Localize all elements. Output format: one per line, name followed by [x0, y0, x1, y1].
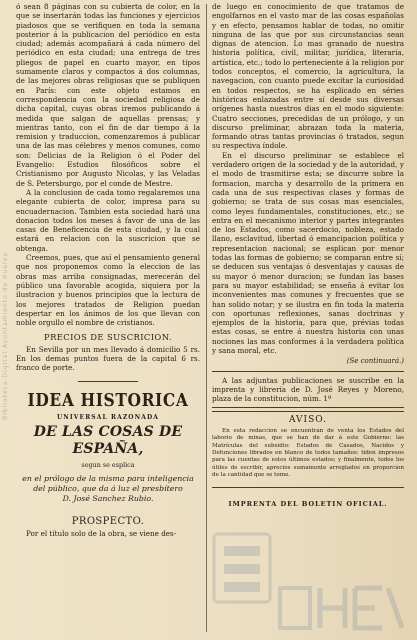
- right-paragraph-2: En el discurso preliminar se establece el verdadero origen de la sociedad y de la autoridad, y el modo de trasmitirse esta; se discurre sobre la formacion, marcha y desarrollo de la primera en cada una de sus respectivas clases y formas de gobierno; se trata de sus cosas mas esenciales, como leyes fundamentales, constituciones, etc.; se entra en el mecanismo interior y partes integrantes de los Estados, como sacerdocio, nobleza, estado llano, esclavitud, libertad ó emancipacion política y representacion nacional; se esplican por menor todas las formas de gobierno; se comparan entre sí; se deducen sus ventajas ó desventajas y causas de su mayor ó menor duracion; se fundan las bases para su mayor estabilidad; se enseña á evitar los inconvenientes mas comunes y frecuentes que se han solido notar; y se ilustra en fin toda la materia con oportunas reflexiones, sanas doctrinas y ejemplos de la historia, para que, prévias todas estas cosas, se entre á nuestra historia con unas nociones las mas conformes á la verdadera política y sana moral, etc.: [212, 150, 404, 355]
- side-watermark-text: Biblioteca Digital Ayuntamiento de Huelva: [2, 251, 9, 420]
- idea-historica-title: IDEA HISTORICA: [27, 388, 189, 411]
- prospecto-text: Por el título solo de la obra, se viene des-: [26, 529, 177, 539]
- subscription-note: A las adjuntas publicaciones se suscribe en la imprenta y librería de D. José Reyes y Moreno, plaza de la constitucion, núm. 1º: [212, 375, 404, 404]
- imprenta-footer: IMPRENTA DEL BOLETIN OFICIAL.: [228, 499, 388, 508]
- precios-heading: PRECIOS DE SUSCRICION.: [44, 332, 172, 343]
- divider: [212, 371, 404, 372]
- left-column: [16, 2, 200, 632]
- prologue-author: D. José Sanchez Rubio.: [62, 494, 154, 504]
- double-divider: [212, 407, 404, 412]
- cosas-espana-title: DE LAS COSAS DE ESPAÑA,: [33, 423, 183, 457]
- divider: [212, 487, 404, 488]
- prologue-line-2: del público, que da á luz el presbítero: [33, 484, 183, 494]
- precios-text: En Sevilla por un mes llevado á domicilio 5 rs. En los demas puntos fuera de la capital 6 rs. franco de porte.: [16, 344, 200, 373]
- right-column: [212, 2, 404, 632]
- left-paragraph-1: ó sean 8 páginas con su cubierta de color, en la que se insertarán todas las funciones y ejercicios piadosos que se verifiquen en toda la semana posterior á la publicacion del periódico en esta ciudad; además acompañará á cada número del periódico en esta ciudad; una entrega de tres pliegos de papel en cuarto mayor, en tipos sumamente claros y compactos á dos columnas, de las mejores obras religiosas que se publiquen en París: con este objeto estamos en correspondencia con la sociedad religiosa de dicha capital, cuyas obras iremos publicando á medida que salgan de aquellas prensas; y mientras tanto, con el fin de dar tiempo á la remision y traduccion, comenzaremos á publicar una de las mas célebres y menos comunes, como son: Delicias de la Religion ó el Poder del Evangelio: Estudios filosóficos sobre el Cristianismo por Augusto Nicolas, y las Veladas de S. Petersburgo, por el conde de Mestre.: [16, 2, 200, 188]
- universal-subtitle: UNIVERSAL RAZONADA: [56, 413, 160, 421]
- continuara-note: (Se continuará.): [346, 357, 404, 366]
- right-paragraph-1: de luego en conocimiento de que tratamos de engolfarnos en el vasto mar de las cosas españolas y en efecto, pensamos hablar de todas, no omitir ninguna de las que por sus circunstancias sean dignas de atencion. Lo mas granado de nuestra historia política, civil, militar, jurídica, literaria, artística, etc.; todo lo perteneciente á la religion por todos conceptos, el comercio, la agricultura, la navegacion, con cuanto puede excitar la curiosidad en todos respectos, se ha esplicado en séries históricas enlazadas entre sí desde sus diversas orígenes hasta nuestros dias en el modo siguiente: Cuatro secciones, precedidas de un prólogo, y un discurso preliminar, abrazan toda la materia, formando otras tantas provincias ó tratados, segun su respectiva índole.: [212, 2, 404, 151]
- prologue-credit: [16, 474, 200, 504]
- divider: [78, 381, 138, 382]
- left-paragraph-2: A la conclusion de cada tomo regalaremos una elegante cubierta de color, impresa para su encuadernacion. Tambien esta sociedad hará una donacion todos los meses á favor de una de las casas de Beneficencia de esta ciudad, y la cual estará en relacion con la suscricion que se obtenga.: [16, 187, 200, 253]
- column-divider: [206, 4, 207, 632]
- prospecto-heading: PROSPECTO.: [71, 516, 145, 528]
- segun-line: segun se esplica: [81, 460, 135, 469]
- aviso-text: En esta redaccion se encuentran de venta los Estados del laborio de minas, que se han de dar á este Gobierno: las Matrículas del subsidio: Estados de Casados, Nacidos y Defunciones librados en blanco de todos tamaños: tiden impresos para las cuentas de estos últimos estados; y finalmente, todos los útiles de escribir, aprecios sumamente arreglados en proporcion de la cantidad que se tome.: [212, 427, 404, 479]
- left-paragraph-3: Creemos, pues, que así el pensamiento general que nos proponemos como la eleccion de las obras mas arriba consignadas, merecerán del público una favorable acogida, siquiera por la ilustracion y buenos principios que la lectura de los mejores tratados de Religion puedan despertar en los ánimos de los que llevan con noble orgullo el nombre de cristianos.: [16, 253, 200, 328]
- aviso-heading: AVISO.: [289, 415, 327, 426]
- prologue-line-1: en el prólogo de la misma para inteligencia: [22, 474, 194, 484]
